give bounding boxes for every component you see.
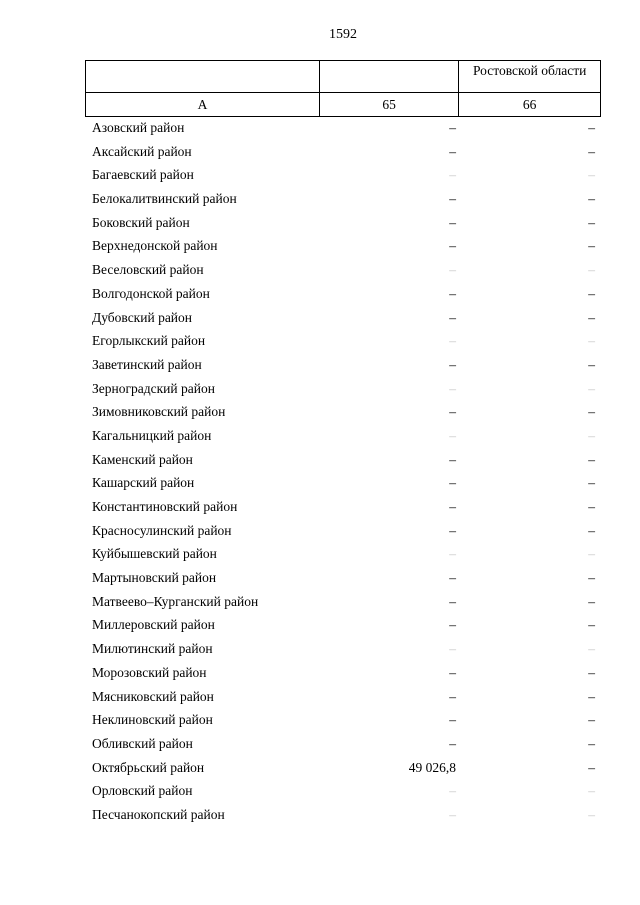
district-name: Октябрьский район	[92, 759, 205, 775]
header-row-2	[86, 93, 601, 117]
value-col-66: –	[588, 380, 595, 396]
header-cell-1-1	[86, 61, 320, 93]
table-row	[85, 306, 601, 330]
district-name: Кагальницкий район	[92, 427, 212, 443]
header-cell-col-66: 66	[459, 93, 601, 117]
value-col-65: –	[449, 285, 456, 301]
value-col-66: –	[588, 522, 595, 538]
value-col-66: –	[588, 499, 595, 514]
value-col-65: –	[449, 427, 456, 443]
value-col-66: –	[588, 120, 595, 135]
value-col-66: –	[588, 262, 595, 278]
value-col-65: –	[449, 522, 456, 538]
district-name: Аксайский район	[92, 143, 192, 159]
table-row	[85, 685, 601, 709]
district-name: Кашарский район	[92, 475, 195, 491]
header-cell-col-a: А	[86, 93, 320, 117]
district-name: Егорлыкский район	[92, 333, 206, 349]
value-col-66: –	[588, 735, 595, 751]
district-name: Миллеровский район	[92, 617, 215, 633]
value-col-65: –	[449, 356, 456, 372]
value-col-65: –	[449, 664, 456, 680]
value-col-66: –	[588, 238, 595, 254]
table-row	[85, 637, 601, 661]
header-cell-region: Ростовской области	[459, 61, 601, 93]
district-name: Орловский район	[92, 783, 193, 799]
table-row	[85, 282, 601, 306]
value-col-65: –	[449, 546, 456, 562]
value-col-65: –	[449, 404, 456, 420]
district-name: Азовский район	[92, 120, 185, 135]
table-row	[85, 211, 601, 235]
table-row	[85, 803, 601, 827]
district-name: Зимовниковский район	[92, 404, 226, 420]
value-col-65: –	[449, 380, 456, 396]
value-col-65: –	[449, 475, 456, 491]
district-name: Боковский район	[92, 214, 190, 230]
table-row	[85, 424, 601, 448]
value-col-66: –	[588, 641, 595, 657]
table-row	[85, 495, 601, 519]
value-col-66: –	[588, 404, 595, 420]
value-col-65: –	[449, 333, 456, 349]
value-col-66: –	[588, 712, 595, 728]
value-col-65: 49 026,8	[408, 759, 456, 775]
value-col-65: –	[449, 806, 456, 822]
value-col-66: –	[588, 167, 595, 183]
district-name: Матвеево–Курганский район	[92, 593, 259, 609]
value-col-66: –	[588, 356, 595, 372]
table-row	[85, 377, 601, 401]
district-name: Веселовский район	[92, 262, 204, 278]
value-col-66: –	[588, 759, 595, 775]
table-row	[85, 708, 601, 732]
district-name: Волгодонской район	[92, 285, 210, 301]
value-col-66: –	[588, 451, 595, 467]
value-col-66: –	[588, 475, 595, 491]
table-row	[85, 566, 601, 590]
value-col-65: –	[449, 617, 456, 633]
district-name: Морозовский район	[92, 664, 207, 680]
value-col-66: –	[588, 688, 595, 704]
district-name: Мартыновский район	[92, 570, 217, 586]
table-row	[85, 400, 601, 424]
value-col-66: –	[588, 427, 595, 443]
district-name: Неклиновский район	[92, 712, 213, 728]
district-name: Каменский район	[92, 451, 193, 467]
district-name: Песчанокопский район	[92, 806, 225, 822]
table-row	[85, 353, 601, 377]
value-col-66: –	[588, 309, 595, 325]
header-cell-1-2	[319, 61, 458, 93]
table-row	[85, 140, 601, 164]
table-row	[85, 329, 601, 353]
value-col-66: –	[588, 214, 595, 230]
table-row	[85, 448, 601, 472]
district-name: Мясниковский район	[92, 688, 214, 704]
header-cell-col-65: 65	[319, 93, 458, 117]
table-row	[85, 258, 601, 282]
header-row-1	[86, 61, 601, 93]
district-name: Заветинский район	[92, 356, 202, 372]
table-row	[85, 234, 601, 258]
table-row	[85, 590, 601, 614]
value-col-66: –	[588, 617, 595, 633]
value-col-65: –	[449, 120, 456, 135]
value-col-66: –	[588, 783, 595, 799]
district-name: Обливский район	[92, 735, 193, 751]
value-col-65: –	[449, 451, 456, 467]
value-col-65: –	[449, 735, 456, 751]
district-name: Константиновский район	[92, 499, 238, 514]
value-col-65: –	[449, 593, 456, 609]
value-col-65: –	[449, 570, 456, 586]
value-col-66: –	[588, 191, 595, 207]
district-name: Дубовский район	[92, 309, 193, 325]
table-row	[85, 756, 601, 780]
district-name: Верхнедонской район	[92, 238, 218, 254]
table-row	[85, 471, 601, 495]
value-col-65: –	[449, 214, 456, 230]
value-col-65: –	[449, 309, 456, 325]
table-row	[85, 542, 601, 566]
value-col-65: –	[449, 688, 456, 704]
value-col-65: –	[449, 191, 456, 207]
value-col-66: –	[588, 806, 595, 822]
table-header	[85, 60, 601, 117]
table-row	[85, 613, 601, 637]
table-row	[85, 779, 601, 803]
value-col-65: –	[449, 499, 456, 514]
value-col-65: –	[449, 167, 456, 183]
value-col-65: –	[449, 641, 456, 657]
table-row	[85, 187, 601, 211]
value-col-65: –	[449, 783, 456, 799]
table-row	[85, 519, 601, 543]
value-col-66: –	[588, 285, 595, 301]
value-col-66: –	[588, 546, 595, 562]
value-col-65: –	[449, 712, 456, 728]
value-col-66: –	[588, 333, 595, 349]
district-name: Куйбышевский район	[92, 546, 217, 562]
table-row	[85, 163, 601, 187]
district-name: Багаевский район	[92, 167, 194, 183]
district-name: Красносулинский район	[92, 522, 232, 538]
table-row	[85, 116, 601, 140]
district-name: Милютинский район	[92, 641, 213, 657]
table-body	[85, 116, 601, 827]
value-col-65: –	[449, 262, 456, 278]
table-row	[85, 732, 601, 756]
district-name: Белокалитвинский район	[92, 191, 237, 207]
value-col-66: –	[588, 664, 595, 680]
table-row	[85, 661, 601, 685]
value-col-66: –	[588, 570, 595, 586]
value-col-66: –	[588, 593, 595, 609]
district-name: Зерноградский район	[92, 380, 215, 396]
value-col-65: –	[449, 238, 456, 254]
value-col-66: –	[588, 143, 595, 159]
page-number: 1592	[329, 27, 357, 42]
value-col-65: –	[449, 143, 456, 159]
